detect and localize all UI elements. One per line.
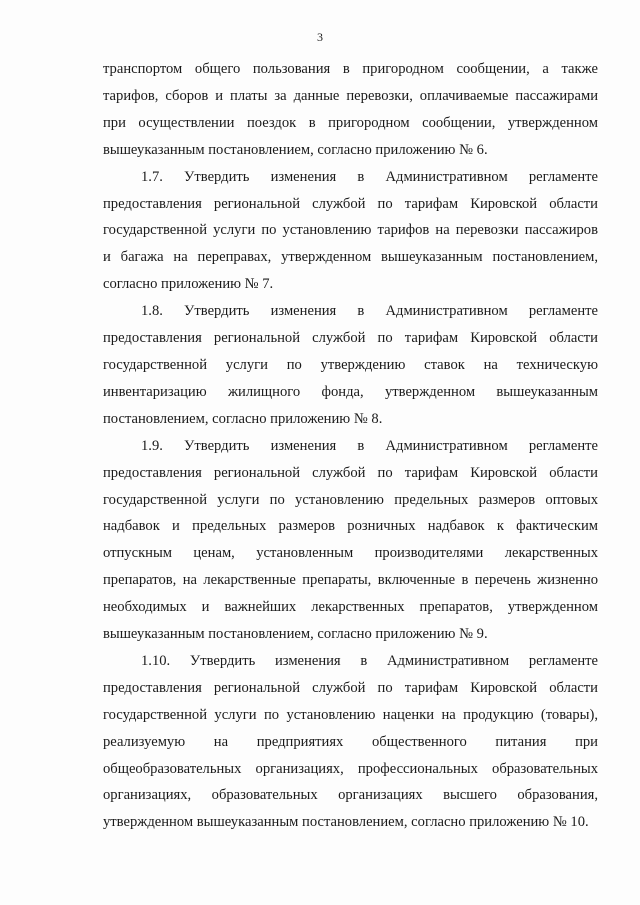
document-body <box>103 56 598 836</box>
text-line: и багажа на переправах, утвержденном вышеуказанным постановлением, <box>103 249 598 266</box>
text-line: предоставления региональной службой по тарифам Кировской области <box>103 464 598 481</box>
paragraph-1-9 <box>103 433 598 648</box>
text-line: 1.9. Утвердить изменения в Административном регламенте <box>141 437 598 454</box>
text-line: государственной услуги по установлению предельных размеров оптовых <box>103 491 598 508</box>
paragraph-1-7 <box>103 164 598 299</box>
text-line: предоставления региональной службой по тарифам Кировской области <box>103 330 598 347</box>
text-line: отпускным ценам, установленным производителями лекарственных <box>103 545 598 562</box>
text-line: организациях, образовательных организациях высшего образования, <box>103 787 598 804</box>
text-line: инвентаризацию жилищного фонда, утвержденном вышеуказанным <box>103 383 598 400</box>
page-number: 3 <box>317 30 323 44</box>
text-line: государственной услуги по установлению тарифов на перевозки пассажиров <box>103 222 598 239</box>
text-line: 1.8. Утвердить изменения в Административном регламенте <box>141 303 598 320</box>
text-line: утвержденном вышеуказанным постановлением, согласно приложению № 10. <box>103 814 589 831</box>
text-line: тарифов, сборов и платы за данные перевозки, оплачиваемые пассажирами <box>103 87 598 104</box>
paragraph-continuation <box>103 56 598 164</box>
text-line: вышеуказанным постановлением, согласно приложению № 9. <box>103 626 488 643</box>
text-line: необходимых и важнейших лекарственных препаратов, утвержденном <box>103 599 598 616</box>
text-line: 1.7. Утвердить изменения в Административном регламенте <box>141 168 598 185</box>
text-line: 1.10. Утвердить изменения в Административном регламенте <box>141 652 598 669</box>
text-line: согласно приложению № 7. <box>103 276 274 293</box>
text-line: постановлением, согласно приложению № 8. <box>103 410 383 427</box>
text-line: предоставления региональной службой по тарифам Кировской области <box>103 679 598 696</box>
text-line: препаратов, на лекарственные препараты, включенные в перечень жизненно <box>103 572 598 589</box>
text-line: транспортом общего пользования в пригородном сообщении, а также <box>103 61 598 77</box>
text-line: предоставления региональной службой по тарифам Кировской области <box>103 195 598 212</box>
text-line: государственной услуги по утверждению ставок на техническую <box>103 356 598 373</box>
paragraph-1-10 <box>103 648 598 836</box>
text-line: общеобразовательных организациях, профессиональных образовательных <box>103 760 598 777</box>
text-line: реализуемую на предприятиях общественного питания при <box>103 733 598 750</box>
text-line: государственной услуги по установлению наценки на продукцию (товары), <box>103 706 598 723</box>
text-line: вышеуказанным постановлением, согласно приложению № 6. <box>103 141 488 158</box>
text-line: надбавок и предельных размеров розничных надбавок к фактическим <box>103 518 598 535</box>
paragraph-1-8 <box>103 298 598 433</box>
text-line: при осуществлении поездок в пригородном сообщении, утвержденном <box>103 114 598 131</box>
